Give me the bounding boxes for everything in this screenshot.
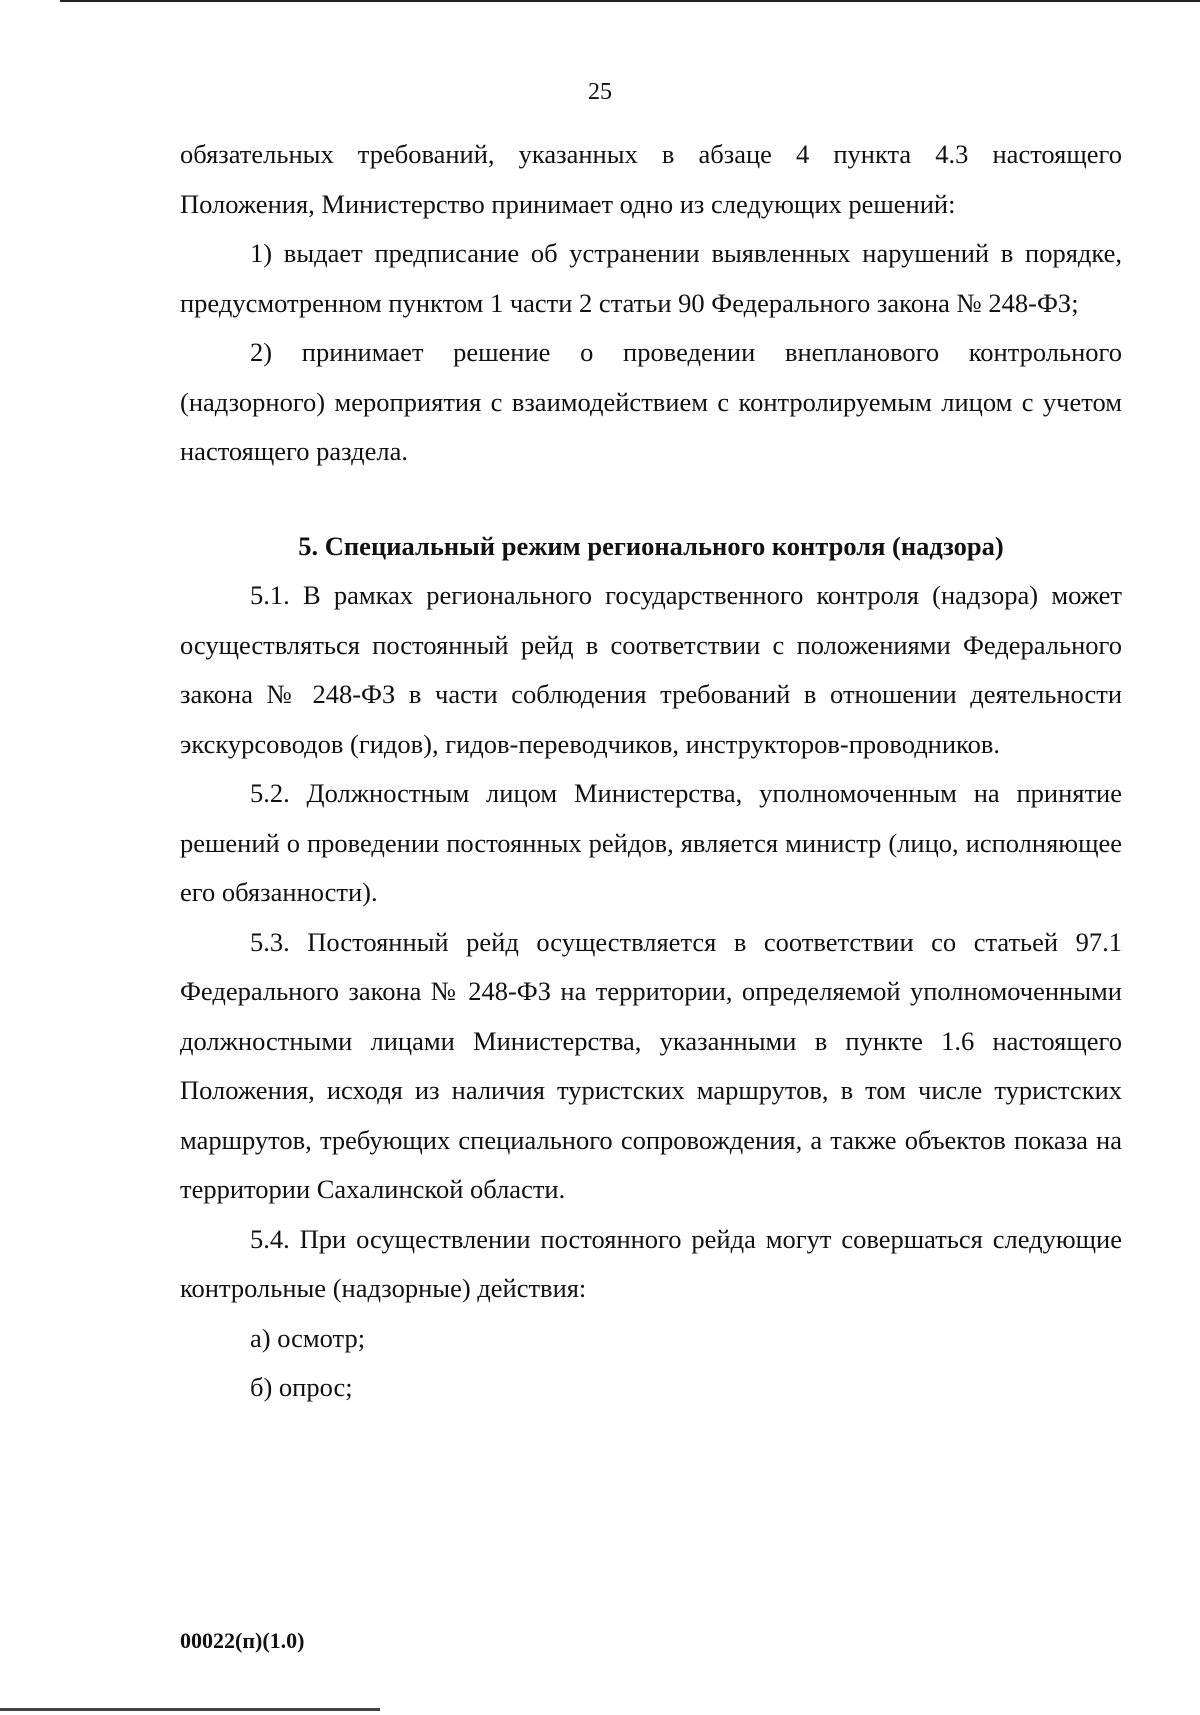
footer-document-code: 00022(п)(1.0) xyxy=(180,1628,305,1653)
paragraph-5-4: 5.4. При осуществлении постоянного рейда могут совершаться следующие контрольные (надзорные) действия: xyxy=(180,1223,1122,1303)
paragraph-continuation: обязательных требований, указанных в абзаце 4 пункта 4.3 настоящего Положения, Министерство принимает одно из следующих решений: xyxy=(180,139,1122,219)
paragraph-item-2: 2) принимает решение о проведении внепланового контрольного (надзорного) мероприятия с взаимодействием с контролируемым лицом с учетом настоящего раздела. xyxy=(180,337,1122,466)
paragraph-5-3: 5.3. Постоянный рейд осуществляется в соответствии со статьей 97.1 Федерального закона № 248-ФЗ на территории, определяемой уполномоченными должностными лицами Министерства, указанными в пункте 1.6 настоящего Положения, исходя из наличия туристских маршрутов, в том числе туристских маршрутов, требующих специального сопровождения, а также объектов показа на территории Сахалинской области. xyxy=(180,926,1122,1204)
top-border-line xyxy=(60,0,1200,2)
paragraph-5-1: 5.1. В рамках регионального государственного контроля (надзора) может осуществляться постоянный рейд в соответствии с положениями Федерального закона № 248-ФЗ в части соблюдения требований в отношении деятельности экскурсоводов (гидов), гидов-переводчиков, инструкторов-проводников. xyxy=(180,580,1122,759)
bottom-border-line xyxy=(0,1708,380,1711)
list-item-a: а) осмотр; xyxy=(250,1322,366,1353)
page-number: 25 xyxy=(588,79,612,105)
paragraph-5-2: 5.2. Должностным лицом Министерства, уполномоченным на принятие решений о проведении постоянных рейдов, является министр (лицо, исполняющее его обязанности). xyxy=(180,778,1122,907)
list-item-b: б) опрос; xyxy=(250,1372,353,1402)
document-body xyxy=(180,130,1122,1413)
paragraph-item-1: 1) выдает предписание об устранении выявленных нарушений в порядке, предусмотренном пунктом 1 части 2 статьи 90 Федерального закона № 248-ФЗ; xyxy=(180,238,1122,318)
section-heading: 5. Специальный режим регионального контроля (надзора) xyxy=(298,530,1004,561)
